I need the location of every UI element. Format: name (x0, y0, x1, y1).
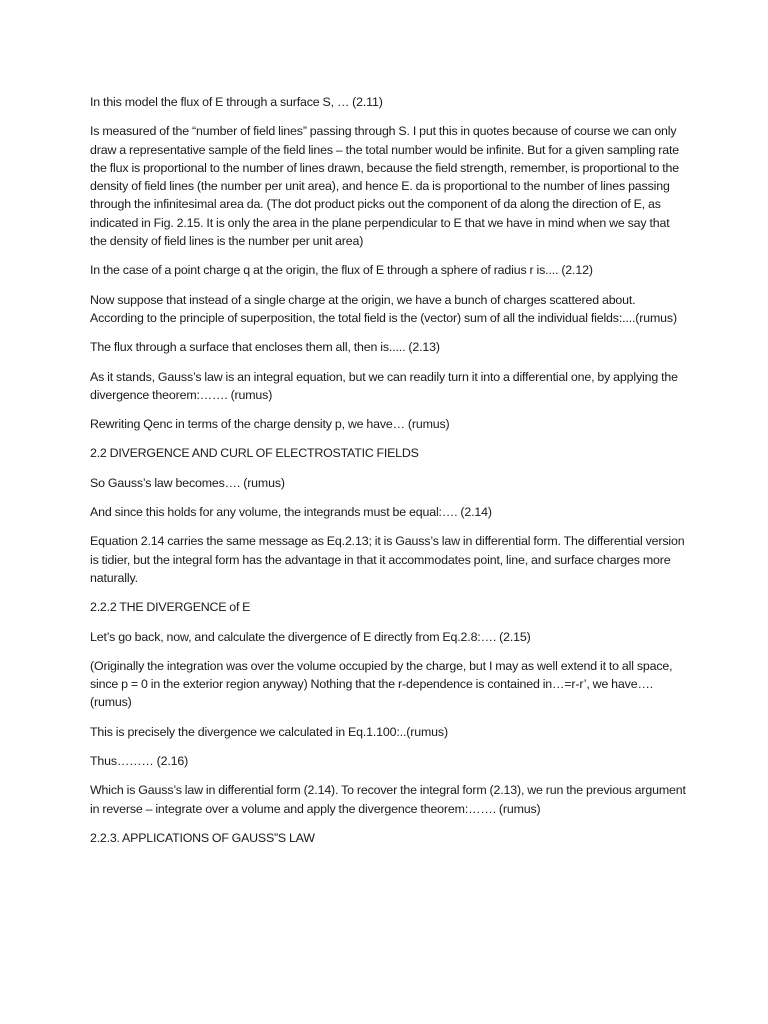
paragraph-gauss-becomes: So Gauss’s law becomes…. (rumus) (90, 475, 285, 490)
paragraph-go-back: Let’s go back, now, and calculate the divergence of E directly from Eq.2.8:…. (2.15) (90, 629, 531, 644)
paragraph-precisely-divergence: This is precisely the divergence we calculated in Eq.1.100:..(rumus) (90, 724, 448, 739)
section-heading-divergence-curl: 2.2 DIVERGENCE AND CURL OF ELECTROSTATIC FIELDS (90, 446, 419, 461)
paragraph-recover-integral: Which is Gauss’s law in differential form (2.14). To recover the integral form (2.13), we run the previous argument in reverse – integrate over a volume and apply the divergence theorem:……. (rumus) (90, 783, 686, 816)
paragraph-flux-model: In this model the flux of E through a surface S, … (2.11) (90, 95, 383, 109)
paragraph-integrands-equal: And since this holds for any volume, the integrands must be equal:…. (2.14) (90, 505, 492, 520)
paragraph-equation-2-14: Equation 2.14 carries the same message as Eq.2.13; it is Gauss’s law in differential form. The differential version is tidier, but the integral form has the advantage in that it accommodates point, line, and surface charges more naturally. (90, 534, 685, 585)
paragraph-divergence-theorem: As it stands, Gauss’s law is an integral equation, but we can readily turn it into a differential one, by applying the divergence theorem:……. (rumus) (90, 369, 678, 402)
paragraph-point-charge: In the case of a point charge q at the origin, the flux of E through a sphere of radius r is.... (2.12) (90, 263, 593, 278)
document-body (90, 93, 686, 858)
section-heading-applications: 2.2.3. APPLICATIONS OF GAUSS”S LAW (90, 830, 315, 845)
paragraph-field-lines: Is measured of the “number of field lines” passing through S. I put this in quotes because of course we can only draw a representative sample of the field lines – the total number would be infinite. But for a given sampling rate the flux is proportional to the number of lines drawn, because the field strength, remember, is proportional to the density of field lines (the number per unit area), and hence E. da is proportional to the number of lines passing through the infinitesimal area da. (The dot product picks out the component of da along the direction of E, as indicated in Fig. 2.15. It is only the area in the plane perpendicular to E that we have in mind when we say that the density of field lines is the number per unit area) (90, 124, 680, 249)
paragraph-thus: Thus……… (2.16) (90, 754, 189, 769)
section-heading-divergence-of-e: 2.2.2 THE DIVERGENCE of E (90, 600, 251, 615)
paragraph-integration-volume: (Originally the integration was over the volume occupied by the charge, but I may as well extend it to all space, since p = 0 in the exterior region anyway) Nothing that the r-dependence is contained in…=r-r’, we have…. (rumus) (90, 658, 673, 710)
paragraph-charge-density: Rewriting Qenc in terms of the charge density p, we have… (rumus) (90, 417, 450, 432)
paragraph-enclosed-flux: The flux through a surface that encloses them all, then is..... (2.13) (90, 340, 440, 355)
paragraph-superposition: Now suppose that instead of a single charge at the origin, we have a bunch of charges scattered about. According to the principle of superposition, the total field is the (vector) sum of all the individual fields:....(rumus) (90, 292, 677, 325)
